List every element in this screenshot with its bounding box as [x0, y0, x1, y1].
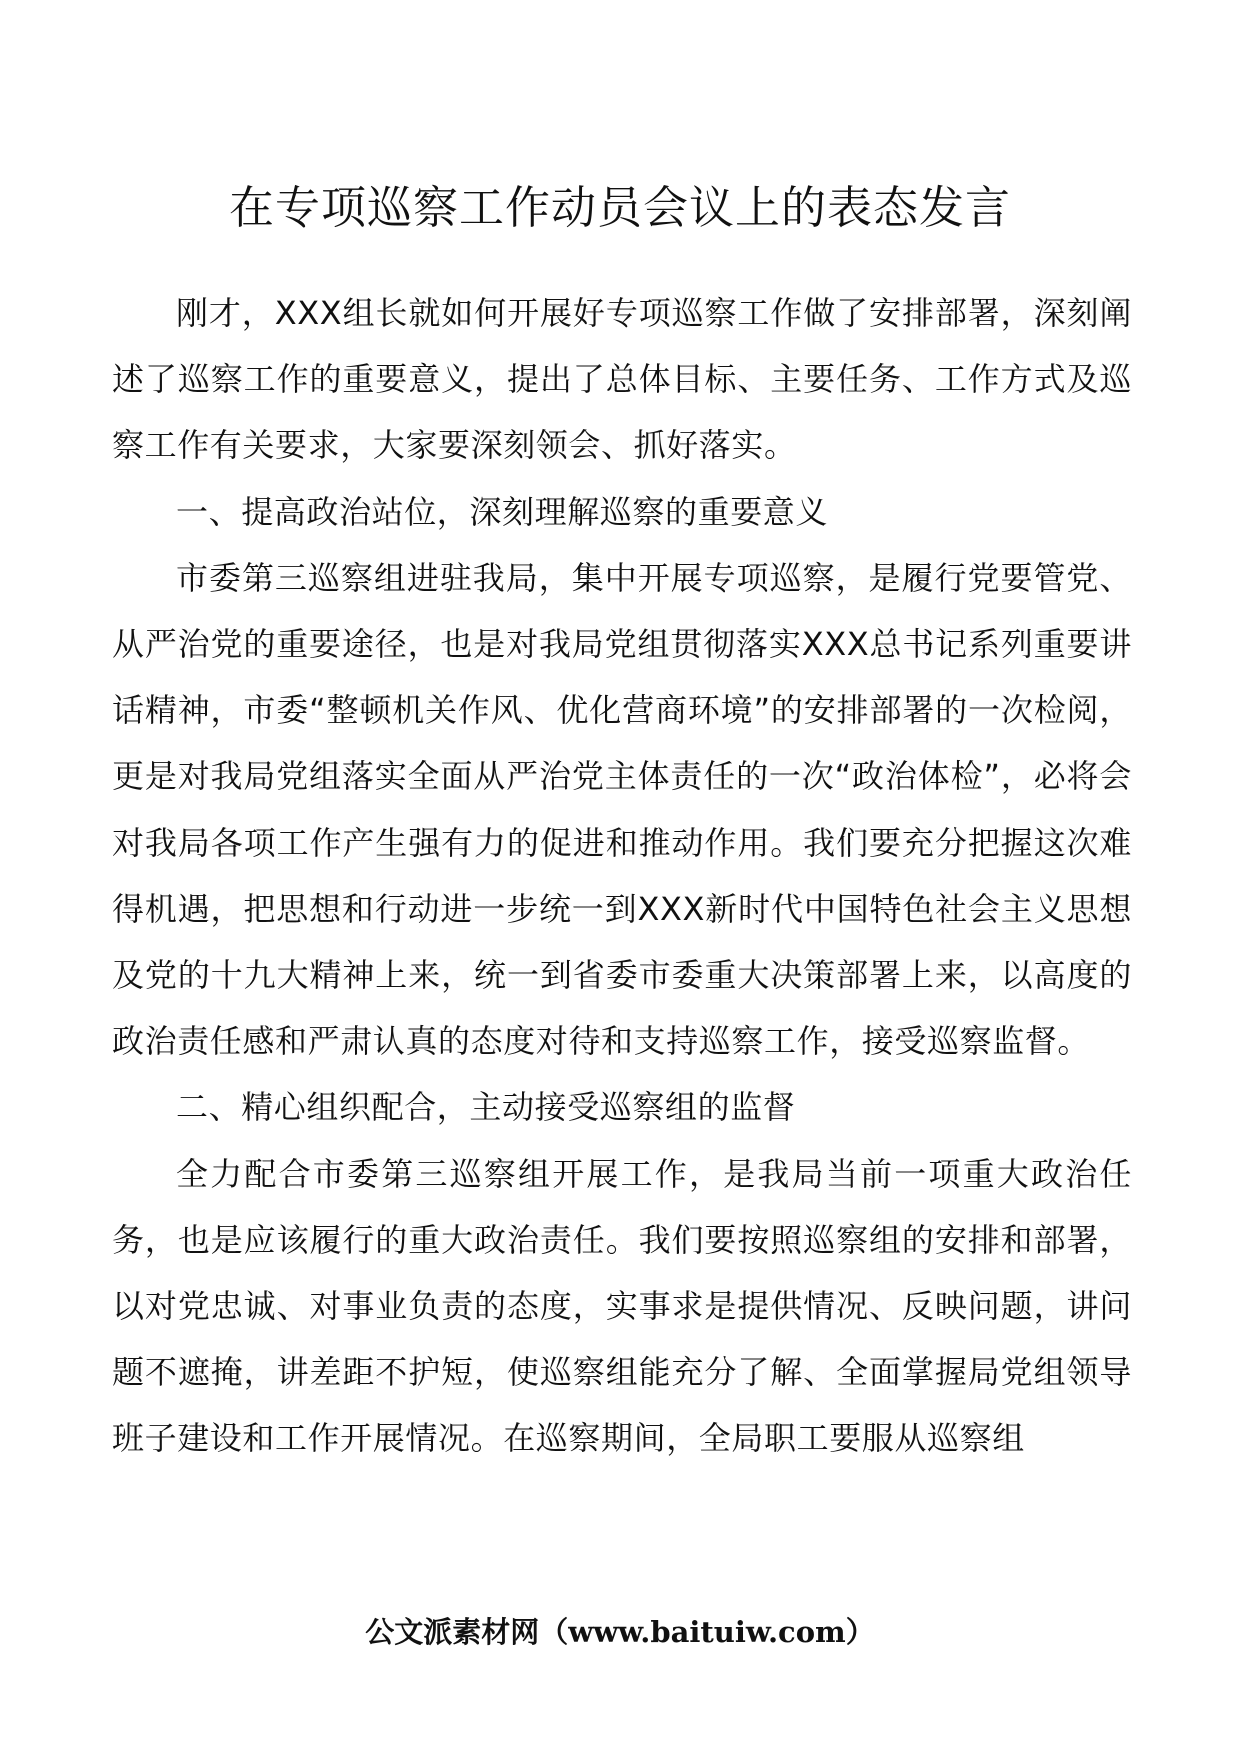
section-heading-1: 一、提高政治站位，深刻理解巡察的重要意义 [176, 492, 829, 531]
section-heading-2: 二、精心组织配合，主动接受巡察组的监督 [176, 1088, 796, 1127]
paragraph-section-2: 全力配合市委第三巡察组开展工作，是我局当前一项重大政治任务，也是应该履行的重大政治责任。我们要按照巡察组的安排和部署，以对党忠诚、对事业负责的态度，实事求是提供情况、反映问题，讲问题不遮掩，讲差距不护短，使巡察组能充分了解、全面掌握局党组领导班子建设和工作开展情况。在巡察期间，全局职工要服从巡察组 [112, 1154, 1132, 1458]
paragraph-intro: 刚才，XXX组长就如何开展好专项巡察工作做了安排部署，深刻阐述了巡察工作的重要意义，提出了总体目标、主要任务、工作方式及巡察工作有关要求，大家要深刻领会、抓好落实。 [112, 294, 1132, 465]
paragraph-section-1: 市委第三巡察组进驻我局，集中开展专项巡察，是履行党要管党、从严治党的重要途径，也是对我局党组贯彻落实XXX总书记系列重要讲话精神，市委“整顿机关作风、优化营商环境”的安排部署的一次检阅，更是对我局党组落实全面从严治党主体责任的一次“政治体检”，必将会对我局各项工作产生强有力的促进和推动作用。我们要充分把握这次难得机遇，把思想和行动进一步统一到XXX新时代中国特色社会主义思想及党的十九大精神上来，统一到省委市委重大决策部署上来，以高度的政治责任感和严肃认真的态度对待和支持巡察工作，接受巡察监督。 [112, 558, 1132, 1061]
footer-watermark: 公文派素材网（www.baituiw.com） [365, 1615, 875, 1649]
document-body [112, 280, 1132, 1472]
document-title: 在专项巡察工作动员会议上的表态发言 [228, 181, 1011, 234]
